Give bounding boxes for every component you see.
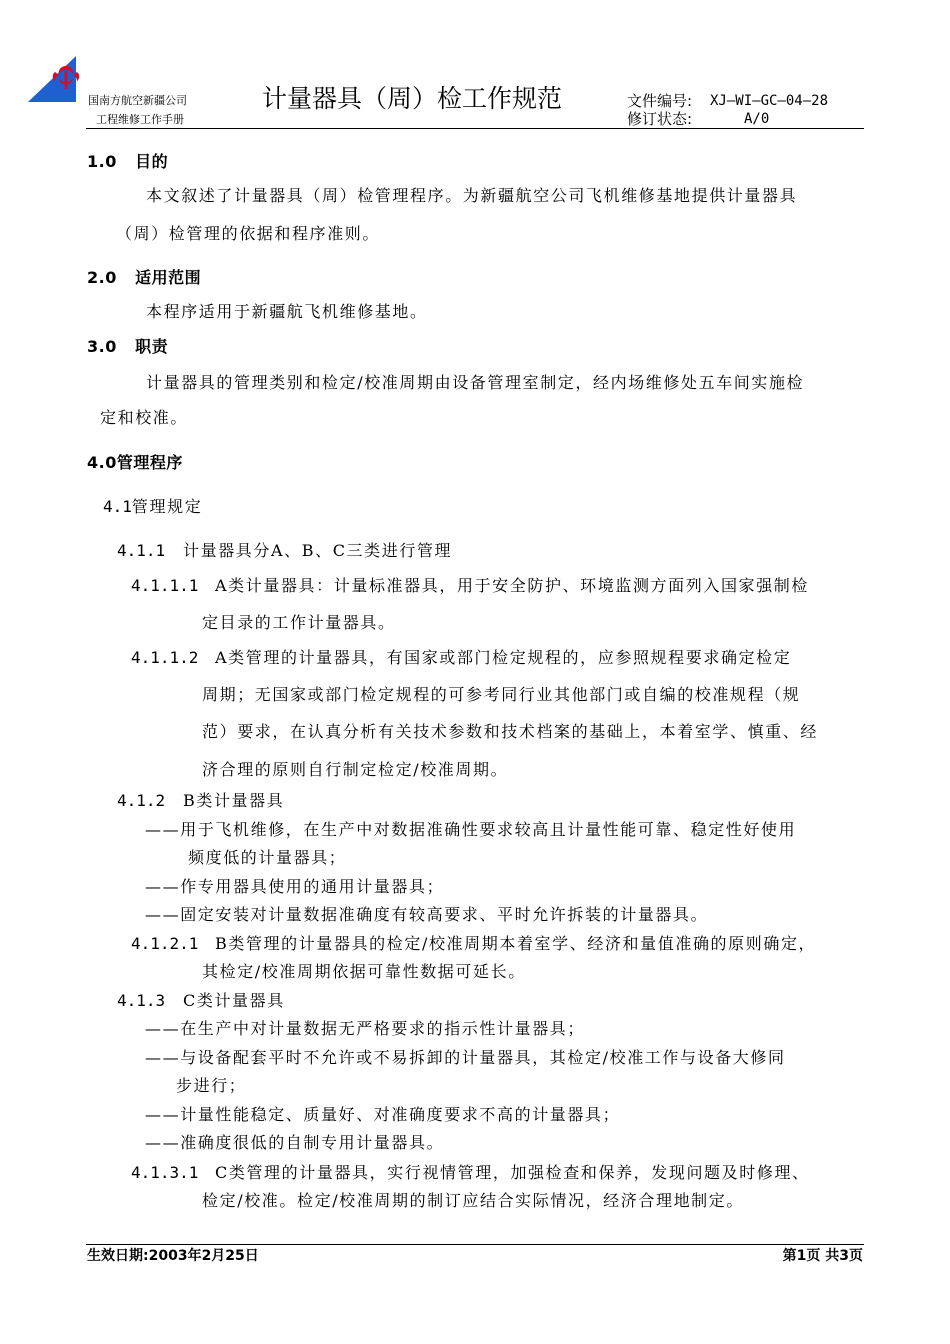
clause-line xyxy=(131,648,791,668)
paragraph-line: 计量器具的管理类别和检定/校准周期由设备管理室制定，经内场维修处五车间实施检 xyxy=(146,373,805,392)
subsection-title: C类计量器具 xyxy=(183,991,285,1010)
clause-line: 检定/校准。检定/校准周期的制订应结合实际情况，经济合理地制定。 xyxy=(202,1191,744,1210)
clause-line: 其检定/校准周期依据可靠性数据可延长。 xyxy=(202,962,526,981)
manual-name: 工程维修工作手册 xyxy=(96,113,184,126)
revision-value: A/0 xyxy=(744,111,770,127)
subsection-title: 计量器具分A、B、C三类进行管理 xyxy=(183,541,453,560)
subsection-number: 4.1 xyxy=(103,497,132,516)
doc-number-label: 文件编号: xyxy=(627,92,693,110)
subsection-heading xyxy=(117,541,452,561)
subsection-heading xyxy=(117,791,284,811)
doc-number-value: XJ—WI—GC—04—28 xyxy=(710,93,829,109)
subsection-title: 管理规定 xyxy=(131,497,203,516)
clause-line: 定目录的工作计量器具。 xyxy=(202,613,396,632)
clause-line: 济合理的原则自行制定检定/校准周期。 xyxy=(202,760,509,779)
list-item: ——准确度很低的自制专用计量器具。 xyxy=(145,1133,445,1152)
section-number: 1.0 xyxy=(87,152,117,171)
clause-text: A类计量器具：计量标准器具，用于安全防护、环境监测方面列入国家强制检 xyxy=(215,576,809,595)
list-item: ——固定安装对计量数据准确度有较高要求、平时允许拆装的计量器具。 xyxy=(145,905,709,924)
header-divider xyxy=(86,128,864,129)
list-item: ——在生产中对计量数据无严格要求的指示性计量器具； xyxy=(145,1019,586,1038)
paragraph-line: （周）检管理的依据和程序准则。 xyxy=(116,224,381,243)
section-heading-3 xyxy=(87,337,168,357)
section-title: 目的 xyxy=(135,152,169,171)
subsection-number: 4.1.2 xyxy=(117,791,166,810)
list-item: ——作专用器具使用的通用计量器具； xyxy=(145,877,445,896)
paragraph-line: 本文叙述了计量器具（周）检管理程序。为新疆航空公司飞机维修基地提供计量器具 xyxy=(146,186,798,205)
page-title: 计量器具（周）检工作规范 xyxy=(262,84,563,113)
section-number: 3.0 xyxy=(87,337,117,356)
clause-number: 4.1.2.1 xyxy=(131,934,199,953)
clause-text: A类管理的计量器具，有国家或部门检定规程的，应参照规程要求确定检定 xyxy=(215,648,792,667)
footer-divider xyxy=(86,1244,864,1245)
section-heading-4: 4.0管理程序 xyxy=(87,453,183,472)
paragraph-line: 定和校准。 xyxy=(100,408,189,427)
section-number: 2.0 xyxy=(87,268,117,287)
subsection-number: 4.1.1 xyxy=(117,541,166,560)
list-item: 步进行； xyxy=(176,1076,247,1095)
section-heading-2 xyxy=(87,268,201,288)
clause-line xyxy=(131,576,809,596)
section-heading-1 xyxy=(87,152,168,172)
clause-line: 范）要求，在认真分析有关技术参数和技术档案的基础上，本着室学、慎重、经 xyxy=(202,722,819,741)
china-southern-kapok-logo-icon xyxy=(28,56,96,106)
section-title: 职责 xyxy=(135,337,169,356)
list-item: 频度低的计量器具； xyxy=(188,848,347,867)
clause-text: C类管理的计量器具，实行视情管理，加强检查和保养，发现问题及时修理、 xyxy=(215,1163,810,1182)
list-item: ——计量性能稳定、质量好、对准确度要求不高的计量器具； xyxy=(145,1105,621,1124)
subsection-heading xyxy=(117,991,285,1011)
clause-number: 4.1.1.2 xyxy=(131,648,199,667)
clause-number: 4.1.3.1 xyxy=(131,1163,199,1182)
page-indicator: 第1页 共3页 xyxy=(782,1248,863,1264)
clause-line: 周期；无国家或部门检定规程的可参考同行业其他部门或自编的校准规程（规 xyxy=(202,685,801,704)
list-item: ——与设备配套平时不允许或不易拆卸的计量器具，其检定/校准工作与设备大修同 xyxy=(145,1048,786,1067)
subsection-title: B类计量器具 xyxy=(183,791,285,810)
clause-text: B类管理的计量器具的检定/校准周期本着室学、经济和量值准确的原则确定， xyxy=(215,934,817,953)
revision-label: 修订状态: xyxy=(627,110,693,128)
clause-number: 4.1.1.1 xyxy=(131,576,199,595)
subsection-number: 4.1.3 xyxy=(117,991,166,1010)
clause-line xyxy=(131,1163,810,1183)
subsection-heading xyxy=(103,497,202,517)
company-name: 国南方航空新疆公司 xyxy=(88,94,187,107)
paragraph-line: 本程序适用于新疆航飞机维修基地。 xyxy=(146,302,428,321)
clause-line xyxy=(131,934,816,954)
list-item: ——用于飞机维修，在生产中对数据准确性要求较高且计量性能可靠、稳定性好使用 xyxy=(145,820,797,839)
section-title: 适用范围 xyxy=(135,268,202,287)
effective-date: 生效日期:2003年2月25日 xyxy=(87,1248,259,1264)
